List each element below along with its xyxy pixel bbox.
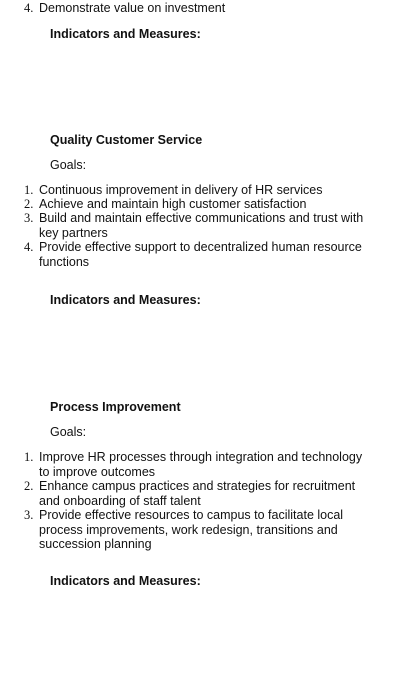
section-title-process-improvement: Process Improvement — [50, 400, 181, 414]
list-item-number: 1. — [24, 450, 34, 464]
list-item-number: 4. — [24, 1, 34, 15]
list-item-number: 3. — [24, 211, 34, 225]
indicators-heading-2: Indicators and Measures: — [50, 293, 201, 307]
indicators-heading-1: Indicators and Measures: — [50, 27, 201, 41]
list-item-text: Improve HR processes through integration and technology to improve outcomes — [39, 450, 363, 479]
list-item-text: Build and maintain effective communications and trust with key partners — [39, 211, 364, 240]
list-item-number: 4. — [24, 240, 34, 254]
list-item-text: Demonstrate value on investment — [39, 1, 226, 15]
list-item-number: 1. — [24, 183, 34, 197]
list-item-text: Achieve and maintain high customer satisfaction — [39, 197, 307, 211]
list-item-text: Provide effective support to decentralized human resource functions — [39, 240, 362, 269]
list-item-text: Provide effective resources to campus to facilitate local process improvements, work redesign, transitions and succession planning — [39, 508, 344, 551]
list-item-number: 2. — [24, 197, 34, 211]
indicators-heading-3: Indicators and Measures: — [50, 574, 201, 588]
list-item-number: 3. — [24, 508, 34, 522]
list-item-text: Continuous improvement in delivery of HR services — [39, 183, 323, 197]
goals-label: Goals: — [50, 158, 87, 172]
list-item-text: Enhance campus practices and strategies for recruitment and onboarding of staff talent — [39, 479, 356, 508]
section-title-quality-customer-service: Quality Customer Service — [50, 133, 203, 147]
list-item-number: 2. — [24, 479, 34, 493]
goals-label: Goals: — [50, 425, 87, 439]
